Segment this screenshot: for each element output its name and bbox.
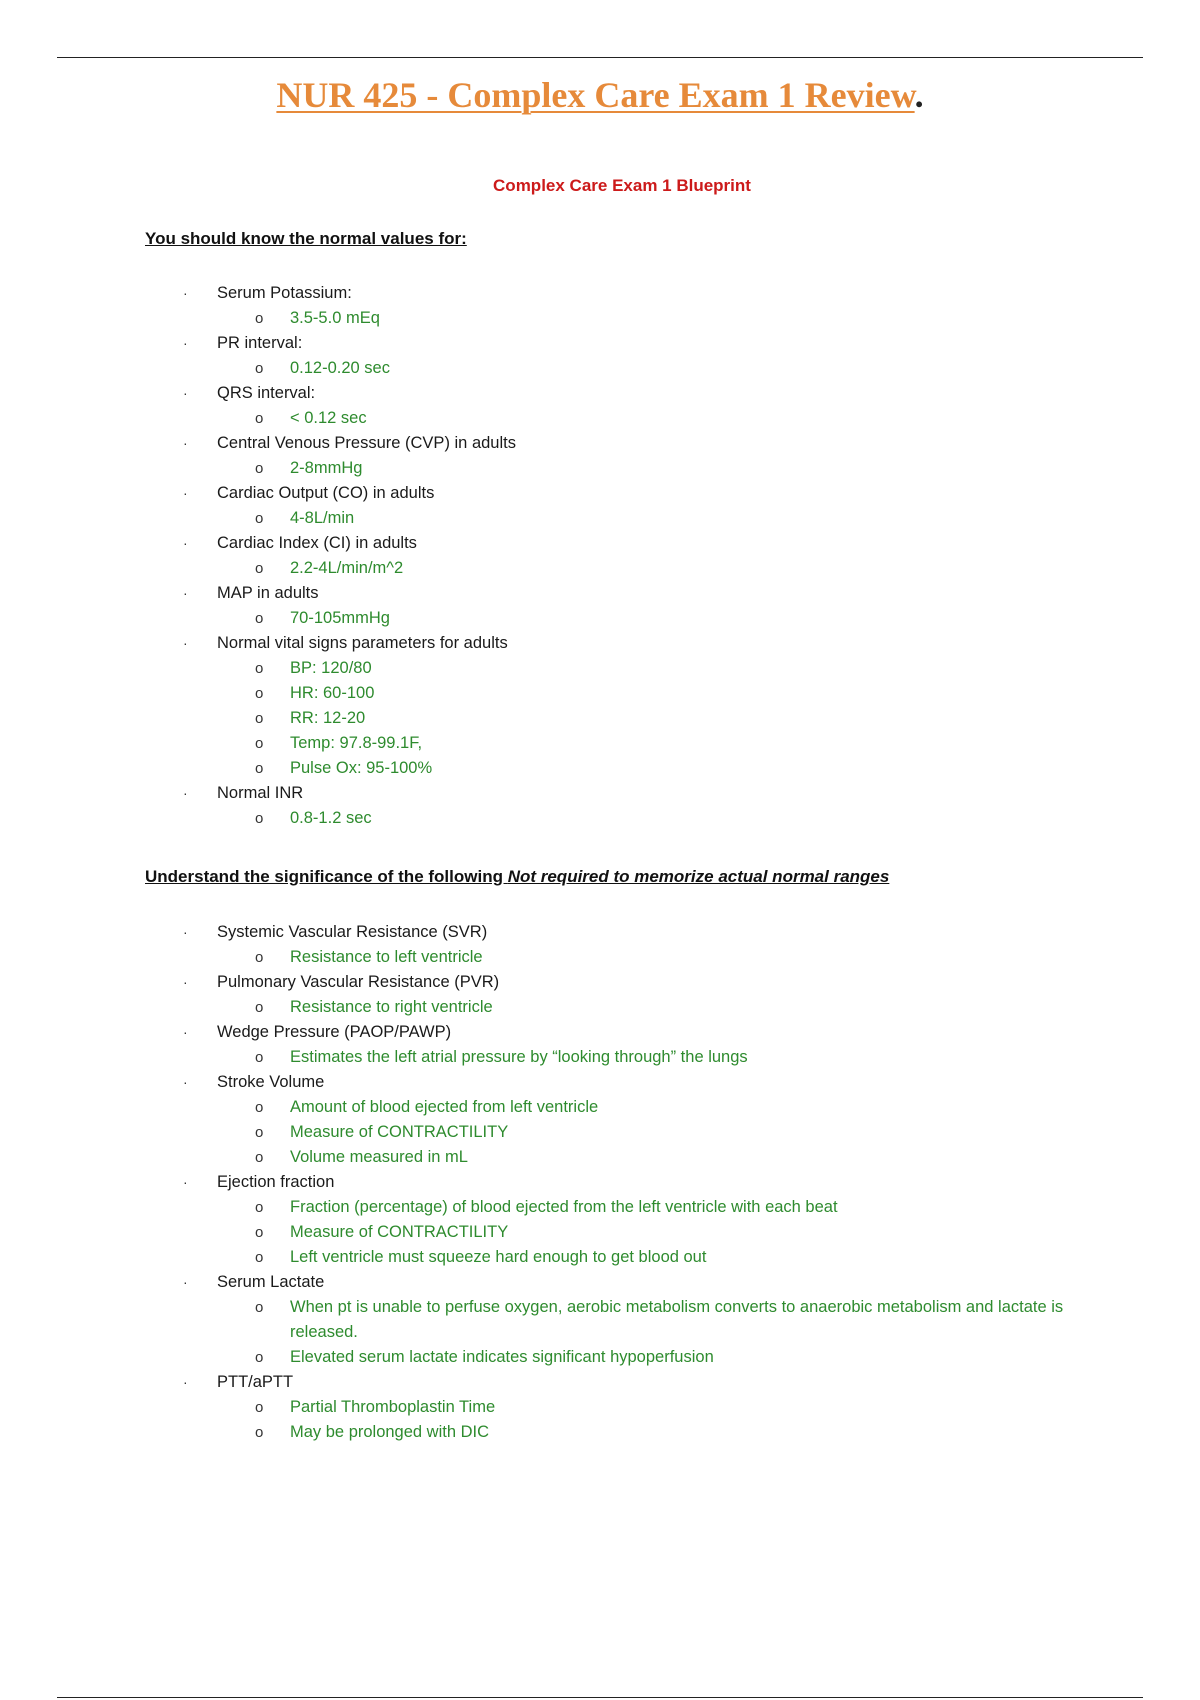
sub-item xyxy=(217,806,1100,831)
sub-item xyxy=(217,1220,1100,1245)
sub-list xyxy=(217,506,1200,531)
sub-item xyxy=(217,1120,1100,1145)
circle-bullet-icon: o xyxy=(255,1149,264,1166)
sub-list xyxy=(217,606,1200,631)
list-item-label: Systemic Vascular Resistance (SVR) xyxy=(217,923,488,941)
sub-item xyxy=(217,406,1100,431)
sub-item xyxy=(217,506,1100,531)
list-item-label: QRS interval: xyxy=(217,384,316,402)
document-title xyxy=(0,74,1200,116)
sub-item xyxy=(217,456,1100,481)
sub-list xyxy=(217,406,1200,431)
sub-item-text: May be prolonged with DIC xyxy=(290,1423,490,1441)
sub-item-text: 0.8-1.2 sec xyxy=(290,809,372,827)
circle-bullet-icon: o xyxy=(255,1199,264,1216)
sub-item xyxy=(217,356,1100,381)
circle-bullet-icon: o xyxy=(255,1299,264,1316)
bullet-icon: · xyxy=(183,924,188,940)
top-rule xyxy=(57,57,1143,58)
sub-item-text: Elevated serum lactate indicates significant hypoperfusion xyxy=(290,1348,714,1366)
sub-list xyxy=(217,1045,1200,1070)
sub-item xyxy=(217,306,1100,331)
bullet-icon: · xyxy=(183,785,188,801)
sub-item-text: HR: 60-100 xyxy=(290,684,375,702)
sub-item-text: Resistance to right ventricle xyxy=(290,998,493,1016)
bullet-icon: · xyxy=(183,435,188,451)
circle-bullet-icon: o xyxy=(255,310,264,327)
bullet-icon: · xyxy=(183,485,188,501)
sub-list xyxy=(217,1295,1200,1370)
bullet-icon: · xyxy=(183,1024,188,1040)
sub-item xyxy=(217,1095,1100,1120)
list-item-label: PTT/aPTT xyxy=(217,1373,294,1391)
bullet-icon: · xyxy=(183,1374,188,1390)
sub-item-text: 4-8L/min xyxy=(290,509,355,527)
sub-item xyxy=(217,1245,1100,1270)
bullet-icon: · xyxy=(183,1274,188,1290)
sub-item-text: Estimates the left atrial pressure by “looking through” the lungs xyxy=(290,1048,748,1066)
sub-item xyxy=(217,1420,1100,1445)
section2-heading-text: Understand the significance of the following xyxy=(145,867,508,886)
section2-list xyxy=(0,920,1200,1445)
sub-item xyxy=(217,756,1100,781)
list-item-label: Cardiac Output (CO) in adults xyxy=(217,484,435,502)
circle-bullet-icon: o xyxy=(255,735,264,752)
list-item-label: Central Venous Pressure (CVP) in adults xyxy=(217,434,516,452)
bullet-icon: · xyxy=(183,385,188,401)
section2-heading-note: Not required to memorize actual normal ranges xyxy=(507,867,890,886)
sub-item-text: Measure of CONTRACTILITY xyxy=(290,1123,509,1141)
bullet-icon: · xyxy=(183,535,188,551)
sub-item xyxy=(217,656,1100,681)
sub-item-text: Resistance to left ventricle xyxy=(290,948,483,966)
list-item xyxy=(0,781,1200,831)
sub-item xyxy=(217,995,1100,1020)
circle-bullet-icon: o xyxy=(255,1424,264,1441)
sub-item xyxy=(217,1195,1100,1220)
circle-bullet-icon: o xyxy=(255,999,264,1016)
sub-item-text: Measure of CONTRACTILITY xyxy=(290,1223,509,1241)
bullet-icon: · xyxy=(183,585,188,601)
list-item xyxy=(0,1070,1200,1170)
section1-list xyxy=(0,281,1200,831)
sub-item-text: 0.12-0.20 sec xyxy=(290,359,390,377)
sub-list xyxy=(217,1195,1200,1270)
sub-item-text: Temp: 97.8-99.1F, xyxy=(290,734,423,752)
sub-item-text: 2.2-4L/min/m^2 xyxy=(290,559,404,577)
list-item xyxy=(0,531,1200,581)
sub-list xyxy=(217,356,1200,381)
list-item-label: Wedge Pressure (PAOP/PAWP) xyxy=(217,1023,452,1041)
circle-bullet-icon: o xyxy=(255,1099,264,1116)
sub-list xyxy=(217,556,1200,581)
bullet-icon: · xyxy=(183,1074,188,1090)
list-item-label: PR interval: xyxy=(217,334,303,352)
sub-list xyxy=(217,945,1200,970)
list-item-label: Pulmonary Vascular Resistance (PVR) xyxy=(217,973,500,991)
sub-item-text: 2-8mmHg xyxy=(290,459,363,477)
sub-item-text: Left ventricle must squeeze hard enough to get blood out xyxy=(290,1248,707,1266)
bottom-rule xyxy=(57,1697,1143,1698)
circle-bullet-icon: o xyxy=(255,360,264,377)
list-item xyxy=(0,581,1200,631)
list-item xyxy=(0,381,1200,431)
sub-list xyxy=(217,306,1200,331)
sub-list xyxy=(217,1395,1200,1445)
sub-item xyxy=(217,1145,1100,1170)
sub-item xyxy=(217,606,1100,631)
list-item xyxy=(0,431,1200,481)
circle-bullet-icon: o xyxy=(255,660,264,677)
list-item xyxy=(0,281,1200,331)
list-item-label: Normal vital signs parameters for adults xyxy=(217,634,508,652)
document-title-text: NUR 425 - Complex Care Exam 1 Review xyxy=(276,75,915,115)
list-item xyxy=(0,1170,1200,1270)
document-title-period: . xyxy=(914,75,924,115)
circle-bullet-icon: o xyxy=(255,410,264,427)
circle-bullet-icon: o xyxy=(255,949,264,966)
sub-item xyxy=(217,1295,1100,1345)
circle-bullet-icon: o xyxy=(255,710,264,727)
sub-list xyxy=(217,806,1200,831)
sub-item-text: RR: 12-20 xyxy=(290,709,366,727)
sub-item-text: 3.5-5.0 mEq xyxy=(290,309,380,327)
sub-item-text: Pulse Ox: 95-100% xyxy=(290,759,433,777)
sub-item xyxy=(217,556,1100,581)
circle-bullet-icon: o xyxy=(255,1399,264,1416)
document-subtitle: Complex Care Exam 1 Blueprint xyxy=(493,176,751,195)
list-item xyxy=(0,1270,1200,1370)
list-item xyxy=(0,331,1200,381)
sub-item xyxy=(217,1395,1100,1420)
sub-item-text: When pt is unable to perfuse oxygen, aerobic metabolism converts to anaerobic metabolism and lactate is released. xyxy=(290,1298,1064,1341)
circle-bullet-icon: o xyxy=(255,1349,264,1366)
sub-list xyxy=(217,656,1200,781)
list-item-label: Stroke Volume xyxy=(217,1073,325,1091)
list-item-label: Cardiac Index (CI) in adults xyxy=(217,534,417,552)
list-item-label: Ejection fraction xyxy=(217,1173,335,1191)
list-item xyxy=(0,970,1200,1020)
circle-bullet-icon: o xyxy=(255,560,264,577)
circle-bullet-icon: o xyxy=(255,685,264,702)
sub-item-text: 70-105mmHg xyxy=(290,609,390,627)
sub-item xyxy=(217,681,1100,706)
list-item xyxy=(0,1370,1200,1445)
list-item xyxy=(0,481,1200,531)
section2-heading xyxy=(145,867,889,887)
bullet-icon: · xyxy=(183,285,188,301)
sub-list xyxy=(217,456,1200,481)
circle-bullet-icon: o xyxy=(255,460,264,477)
sub-list xyxy=(217,995,1200,1020)
circle-bullet-icon: o xyxy=(255,510,264,527)
list-item-label: Normal INR xyxy=(217,784,304,802)
sub-item xyxy=(217,731,1100,756)
circle-bullet-icon: o xyxy=(255,610,264,627)
list-item xyxy=(0,631,1200,781)
sub-item xyxy=(217,945,1100,970)
sub-item-text: Volume measured in mL xyxy=(290,1148,468,1166)
sub-item-text: < 0.12 sec xyxy=(290,409,367,427)
sub-item-text: BP: 120/80 xyxy=(290,659,372,677)
circle-bullet-icon: o xyxy=(255,1049,264,1066)
sub-item-text: Partial Thromboplastin Time xyxy=(290,1398,496,1416)
circle-bullet-icon: o xyxy=(255,1124,264,1141)
list-item xyxy=(0,920,1200,970)
section1-heading: You should know the normal values for: xyxy=(145,229,467,248)
sub-item xyxy=(217,1345,1100,1370)
sub-item xyxy=(217,706,1100,731)
list-item xyxy=(0,1020,1200,1070)
list-item-label: MAP in adults xyxy=(217,584,319,602)
list-item-label: Serum Lactate xyxy=(217,1273,325,1291)
list-item-label: Serum Potassium: xyxy=(217,284,352,302)
circle-bullet-icon: o xyxy=(255,760,264,777)
sub-item-text: Fraction (percentage) of blood ejected from the left ventricle with each beat xyxy=(290,1198,838,1216)
sub-list xyxy=(217,1095,1200,1170)
bullet-icon: · xyxy=(183,335,188,351)
circle-bullet-icon: o xyxy=(255,810,264,827)
bullet-icon: · xyxy=(183,974,188,990)
circle-bullet-icon: o xyxy=(255,1224,264,1241)
bullet-icon: · xyxy=(183,1174,188,1190)
bullet-icon: · xyxy=(183,635,188,651)
sub-item xyxy=(217,1045,1100,1070)
sub-item-text: Amount of blood ejected from left ventricle xyxy=(290,1098,599,1116)
circle-bullet-icon: o xyxy=(255,1249,264,1266)
